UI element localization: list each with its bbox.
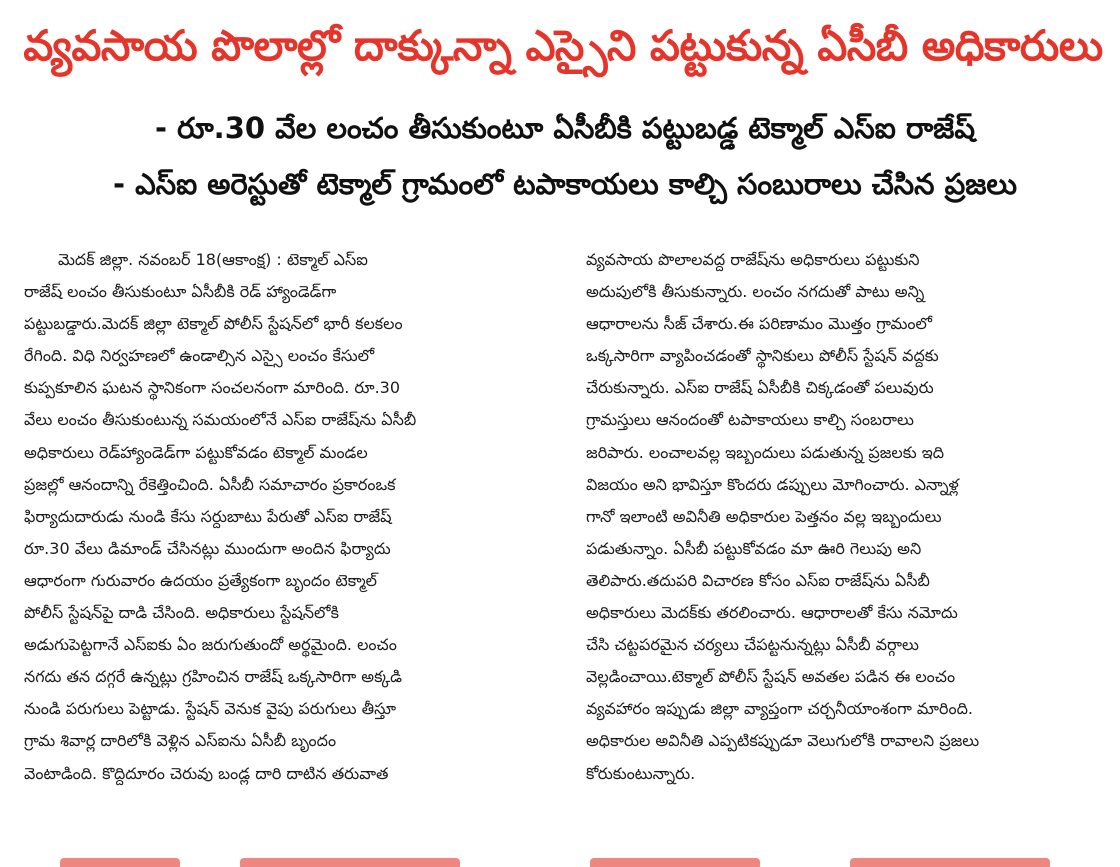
article-column-right (586, 244, 1114, 790)
article-line: గానో ఇలాంటి అవినీతి అధికారుల పెత్తనం వల్ల ఇబ్బందులు (586, 506, 942, 526)
article-line: ఫిర్యాదుదారుడు నుండి కేసు సర్దుబాటు పేరుతో ఎస్ఐ రాజేష్ (24, 506, 392, 526)
article-line: పోలీస్ స్టేషన్‌పై దాడి చేసింది. అధికారులు స్టేషన్‌లోకి (24, 603, 339, 623)
article-line: ఒక్కసారిగా వ్యాపించడంతో స్థానికులు పోలీస్ స్టేషన్ వద్దకు (586, 346, 939, 366)
article-line: పడుతున్నాం. ఏసీబీ పట్టుకోవడం మా ఊరి గెలుపు అని (586, 538, 922, 558)
article-line: వెల్లడించాయి.టెక్మాల్ పోలీస్ స్టేషన్ అవతల పడిన ఈ లంచం (586, 667, 956, 687)
article-line: విజయం అని భావిస్తూ కొందరు డప్పులు మోగించారు. ఎన్నాళ్ల (586, 474, 959, 494)
article-line: ప్రజల్లో ఆనందాన్ని రేకెత్తించింది. ఏసీబీ సమాచారం ప్రకారంఒక (24, 474, 396, 494)
article-line: నగదు తన దగ్గరే ఉన్నట్లు గ్రహించిన రాజేష్ ఒక్కసారిగా అక్కడి (24, 667, 403, 687)
article-line: అడుగుపెట్టగానే ఎస్ఐకు ఏం జరుగుతుందో అర్థమైంది. లంచం (24, 635, 397, 655)
cropped-heading-mark (60, 858, 180, 867)
article-line: తెలిపారు.తదుపరి విచారణ కోసం ఎస్ఐ రాజేష్‌ను ఏసీబీ (586, 570, 930, 590)
cropped-heading-mark (850, 858, 1050, 867)
subheading-2: - ఎస్ఐ అరెస్టుతో టెక్మాల్ గ్రామంలో టపాకాయలు కాల్చి సంబురాలు చేసిన ప్రజలు (112, 167, 1018, 201)
article-line: గ్రామస్తులు ఆనందంతో టపాకాయలు కాల్చి సంబరాలు (586, 410, 914, 430)
article-line: వేలు లంచం తీసుకుంటున్న సమయంలోనే ఎస్ఐ రాజేష్‌ను ఏసీబీ (24, 410, 417, 430)
article-line: రేగింది. విధి నిర్వహణలో ఉండాల్సిన ఎస్సై లంచం కేసులో (24, 346, 375, 366)
article-line: మెదక్ జిల్లా. నవంబర్ 18(ఆకాంక్ష) : టెక్మాల్ ఎస్ఐ (58, 250, 368, 269)
article-line: అధికారులు రెడ్‌హ్యాండెడ్‌గా పట్టుకోవడం టెక్మాల్ మండల (24, 442, 368, 462)
article-line: వ్యవసాయ పొలాలవద్ద రాజేష్‌ను అధికారులు పట్టుకుని (586, 250, 920, 269)
article-line: కోరుకుంటున్నారు. (586, 763, 696, 783)
article-line: అదుపులోకి తీసుకున్నారు. లంచం నగదుతో పాటు అన్ని (586, 282, 925, 302)
article-line: రూ.30 వేలు డిమాండ్ చేసినట్లు ముందుగా అందిన ఫిర్యాదు (24, 538, 391, 558)
headline: వ్యవసాయ పొలాల్లో దాక్కున్నా ఎస్సైని పట్టుకున్న ఏసీబీ అధికారులు (23, 21, 1103, 70)
article-line: గ్రామ శివార్ల దారిలోకి వెళ్లిన ఎస్ఐను ఏసీబీ బృందం (24, 731, 337, 751)
article-line: అధికారుల అవినీతి ఎప్పటికప్పుడూ వెలుగులోకి రావాలని ప్రజలు (586, 731, 980, 751)
subheading-1: - రూ.30 వేల లంచం తీసుకుంటూ ఏసీబీకి పట్టుబడ్డ టెక్మాల్ ఎస్ఐ రాజేష్ (154, 111, 976, 145)
article-column-left (24, 244, 562, 790)
article-line: వెంటాడింది. కొద్దిదూరం చెరువు బండ్ల దారి దాటిన తరువాత (24, 763, 389, 783)
article-line: చేరుకున్నారు. ఎస్ఐ రాజేష్ ఏసీబీకి చిక్కడంతో పలువురు (586, 378, 934, 398)
cropped-heading-mark (240, 858, 460, 867)
article-line: చేసి చట్టపరమైన చర్యలు చేపట్టనున్నట్లు ఏసీబీ వర్గాలు (586, 635, 919, 655)
article-line: ఆధారంగా గురువారం ఉదయం ప్రత్యేకంగా బృందం టెక్మాల్ (24, 570, 378, 590)
article-line: వ్యవహారం ఇప్పుడు జిల్లా వ్యాప్తంగా చర్చనీయాంశంగా మారింది. (586, 699, 973, 719)
next-article-edge (0, 852, 1120, 867)
article-line: ఆధారాలను సీజ్ చేశారు.ఈ పరిణామం మొత్తం గ్రామంలో (586, 314, 932, 334)
article-line: నుండి పరుగులు పెట్టాడు. స్టేషన్ వెనుక వైపు పరుగులు తీస్తూ (24, 699, 397, 719)
article-line: పట్టుబడ్డారు.మెదక్ జిల్లా టెక్మాల్ పోలీస్ స్టేషన్‌లో భారీ కలకలం (24, 314, 403, 334)
cropped-heading-mark (590, 858, 760, 867)
article-line: రాజేష్ లంచం తీసుకుంటూ ఏసీబీకి రెడ్ హ్యాండెడ్‌గా (24, 282, 337, 302)
article-line: అధికారులు మెదక్‌కు తరలించారు. ఆధారాలతో కేసు నమోదు (586, 603, 958, 623)
article-line: కుప్పకూలిన ఘటన స్థానికంగా సంచలనంగా మారింది. రూ.30 (24, 378, 401, 398)
article-line: జరిపారు. లంచాలవల్ల ఇబ్బందులు పడుతున్న ప్రజలకు ఇది (586, 442, 945, 462)
